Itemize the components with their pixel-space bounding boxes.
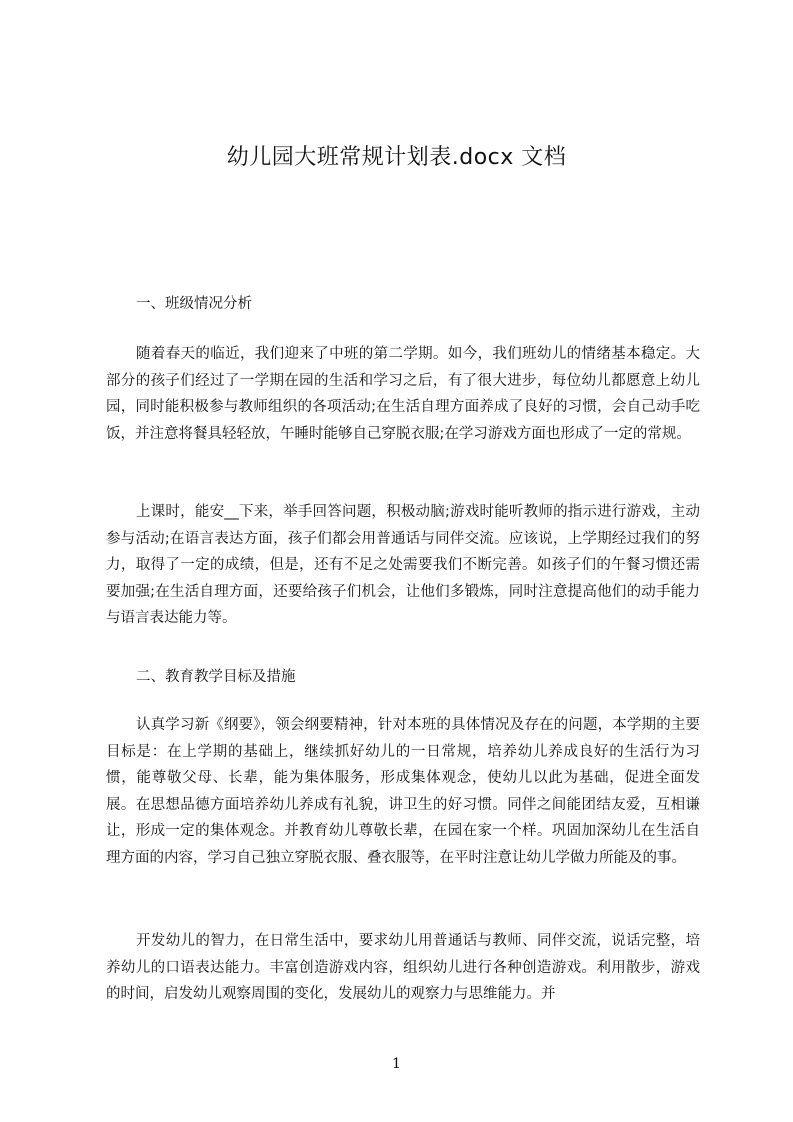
paragraph-class-situation: 随着春天的临近，我们迎来了中班的第二学期。如今，我们班幼儿的情绪基本稳定。大部分的孩子们经过了一学期在园的生活和学习之后，有了很大进步，每位幼儿都愿意上幼儿园，同时能积极参与教师组织的各项活动;在生活自理方面养成了良好的习惯，会自己动手吃饭，并注意将餐具轻轻放，午睡时能够自己穿脱衣服;在学习游戏方面也形成了一定的常规。 [106, 346, 700, 442]
document-title: 幼儿园大班常规计划表.docx 文档 [226, 145, 567, 170]
paragraph-class-behavior: 上课时，能安__下来，举手回答问题，积极动脑;游戏时能听教师的指示进行游戏，主动参与活动;在语言表达方面，孩子们都会用普通话与同伴交流。应该说，上学期经过我们的努力，取得了一定的成绩，但是，还有不足之处需要我们不断完善。如孩子们的午餐习惯还需要加强;在生活自理方面，还要给孩子们机会，让他们多锻炼，同时注意提高他们的动手能力与语言表达能力等。 [106, 504, 700, 626]
section-heading-goals-measures: 二、教育教学目标及措施 [136, 669, 296, 685]
page-number: 1 [392, 1056, 401, 1072]
paragraph-semester-goals: 认真学习新《纲要》，领会纲要精神，针对本班的具体情况及存在的问题，本学期的主要目标是：在上学期的基础上，继续抓好幼儿的一日常规，培养幼儿养成良好的生活行为习惯，能尊敬父母、长辈，能为集体服务，形成集体观念，使幼儿以此为基础，促进全面发展。在思想品德方面培养幼儿养成有礼貌，讲卫生的好习惯。同伴之间能团结友爱，互相谦让，形成一定的集体观念。并教育幼儿尊敬长辈，在园在家一个样。巩固加深幼儿在生活自理方面的内容，学习自己独立穿脱衣服、叠衣服等，在平时注意让幼儿学做力所能及的事。 [106, 717, 700, 866]
section-heading-class-analysis: 一、班级情况分析 [136, 296, 252, 312]
paragraph-intellect-development: 开发幼儿的智力，在日常生活中，要求幼儿用普通话与教师、同伴交流，说话完整，培养幼儿的口语表达能力。丰富创造游戏内容，组织幼儿进行各种创造游戏。利用散步，游戏的时间，启发幼儿观察周围的变化，发展幼儿的观察力与思维能力。并 [106, 933, 700, 1002]
